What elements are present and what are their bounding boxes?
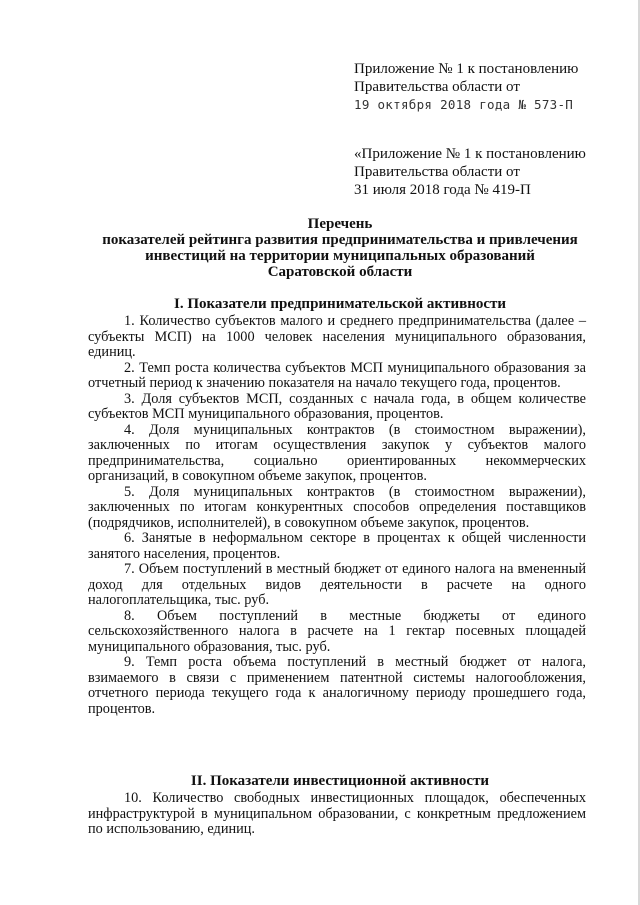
list-item: 7. Объем поступлений в местный бюджет от единого налога на вмененный доход для отдельных видов деятельности в расчете на одного налогоплательщика, тыс. руб. bbox=[88, 561, 586, 608]
title-line-4: Саратовской области bbox=[267, 264, 413, 280]
document-title bbox=[82, 216, 598, 280]
annex-header-current bbox=[354, 60, 614, 114]
list-item: 2. Темп роста количества субъектов МСП муниципального образования за отчетный период к значению показателя на начало текущего года, процентов. bbox=[88, 359, 586, 391]
annex-current-line-2: Правительства области от bbox=[354, 79, 520, 95]
annex-header-previous bbox=[354, 145, 614, 199]
annex-current-line-1: Приложение № 1 к постановлению bbox=[354, 61, 579, 77]
list-item: 9. Темп роста объема поступлений в местный бюджет от налога, взимаемого в связи с применением патентной системы налогообложения, отчетного периода текущего года к аналогичному периоду прошедшего года, процентов. bbox=[88, 654, 586, 717]
section-heading-1: I. Показатели предпринимательской активности bbox=[174, 296, 506, 312]
list-item: 10. Количество свободных инвестиционных площадок, обеспеченных инфраструктурой в муниципальном образовании, с конкретным предложением по использованию, единиц. bbox=[88, 790, 586, 837]
list-item: 6. Занятые в неформальном секторе в процентах к общей численности занятого населения, процентов. bbox=[88, 530, 586, 562]
annex-previous-line-3: 31 июля 2018 года № 419-П bbox=[354, 182, 531, 198]
section-2-items bbox=[88, 791, 586, 838]
annex-previous-line-1: «Приложение № 1 к постановлению bbox=[354, 146, 586, 162]
list-item: 8. Объем поступлений в местные бюджеты от единого сельскохозяйственного налога в расчете на 1 гектар посевных площадей муниципального образования, тыс. руб. bbox=[88, 607, 586, 655]
list-item: 5. Доля муниципальных контрактов (в стоимостном выражении), заключенных по итогам конкурентных способов определения поставщиков (подрядчиков, исполнителей), в совокупном объеме закупок, процентов. bbox=[88, 483, 586, 531]
annex-previous-line-2: Правительства области от bbox=[354, 164, 520, 180]
list-item: 3. Доля субъектов МСП, созданных с начала года, в общем количестве субъектов МСП муниципального образования, процентов. bbox=[88, 390, 586, 422]
list-item: 1. Количество субъектов малого и среднего предпринимательства (далее – субъекты МСП) на 1000 человек населения муниципального образования, единиц. bbox=[88, 313, 586, 360]
title-line-1: Перечень bbox=[307, 216, 373, 232]
list-item: 4. Доля муниципальных контрактов (в стоимостном выражении), заключенных по итогам осуществления закупок у субъектов малого предпринимательства, социально ориентированных некоммерческих организаций, в совокупном объеме закупок, процентов. bbox=[88, 421, 586, 484]
title-line-2: показателей рейтинга развития предпринимательства и привлечения bbox=[102, 232, 578, 248]
section-1-items bbox=[88, 314, 586, 717]
section-heading-2: II. Показатели инвестиционной активности bbox=[190, 773, 490, 789]
title-line-3: инвестиций на территории муниципальных образований bbox=[145, 248, 535, 264]
annex-current-line-3: 19 октября 2018 года № 573-П bbox=[354, 97, 574, 112]
